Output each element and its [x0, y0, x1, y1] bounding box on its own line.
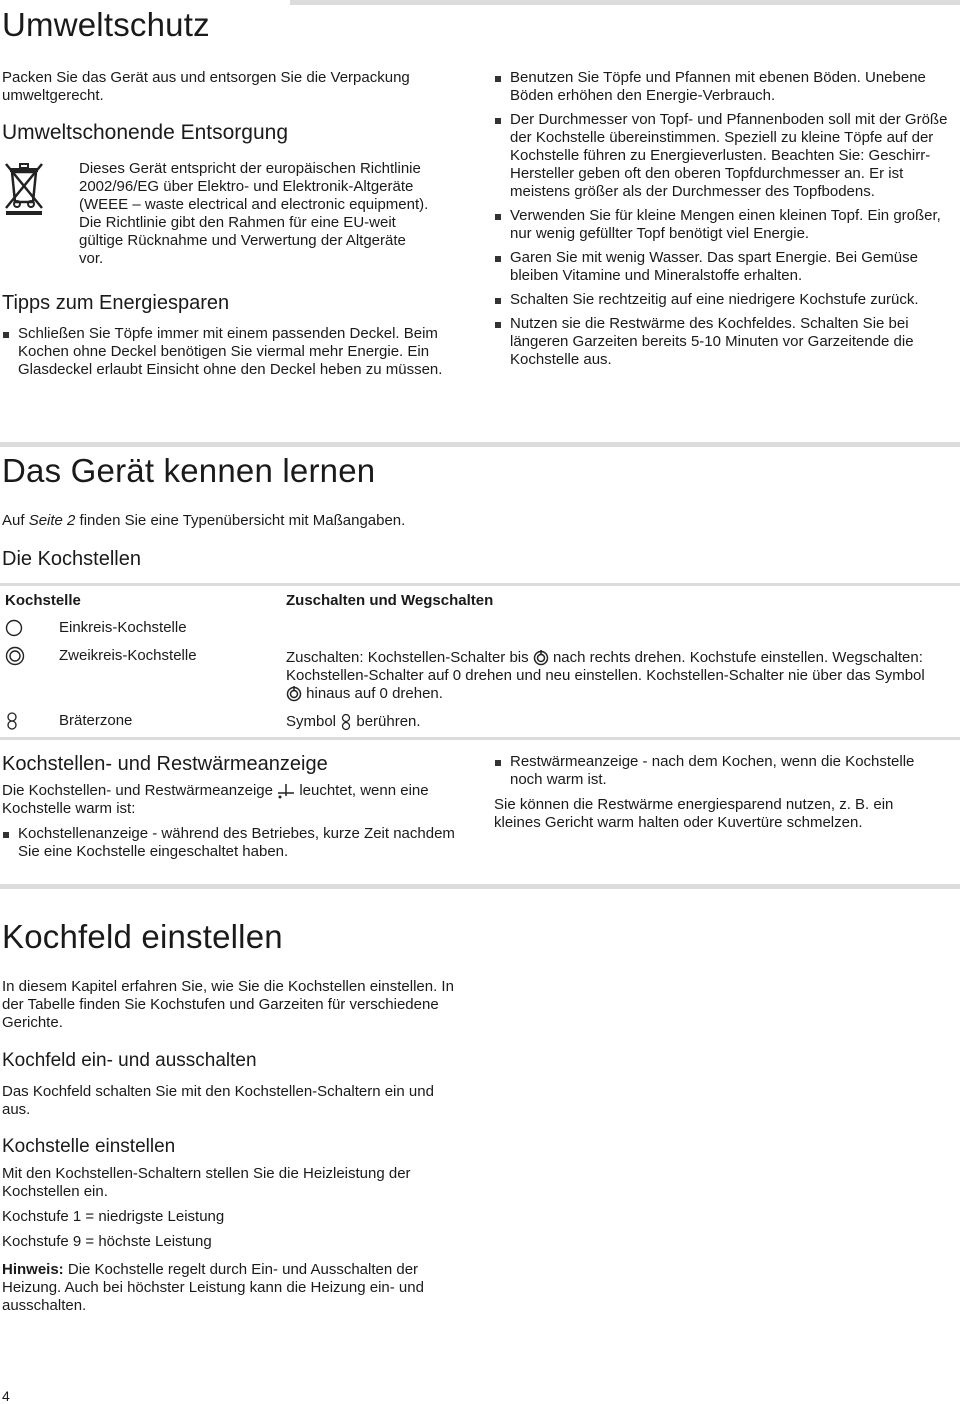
disposal-heading: Umweltschonende Entsorgung	[2, 121, 289, 144]
table-top-rule	[0, 583, 960, 586]
single-circuit-icon	[5, 619, 23, 637]
zone-setting-heading: Kochstelle einstellen	[2, 1136, 176, 1157]
energy-tips-heading: Tipps zum Energiesparen	[2, 292, 230, 314]
chapter-intro: In diesem Kapitel erfahren Sie, wie Sie die Kochstellen einstellen. In der Tabelle finden Sie Kochstufen und Garzeiten für verschiedene Gerichte.	[2, 978, 454, 1031]
list-item: Benutzen Sie Töpfe und Pfannen mit ebenen Böden. Unebene Böden erhöhen den Energie-Verbrauch.	[494, 69, 957, 105]
zones-heading: Die Kochstellen	[2, 548, 141, 570]
zone-description: Symbol berühren.	[286, 713, 421, 730]
level-min: Kochstufe 1 = niedrigste Leistung	[2, 1208, 225, 1225]
list-item: Verwenden Sie für kleine Mengen einen kleinen Topf. Ein großer, nur wenig gefüllter Topf benötigt viel Energie.	[494, 207, 957, 243]
section-title-umweltschutz: Umweltschutz	[2, 6, 210, 43]
table-bottom-rule	[0, 737, 960, 740]
list-item: Garen Sie mit wenig Wasser. Das spart Energie. Bei Gemüse bleiben Vitamine und Mineralstoffe erhalten.	[494, 249, 957, 285]
weee-bin-icon	[2, 160, 46, 216]
table-header-switch: Zuschalten und Wegschalten	[286, 592, 494, 609]
table-header-zone: Kochstelle	[5, 592, 81, 609]
residual-heat-tip: Sie können die Restwärme energiesparend nutzen, z. B. ein kleines Gericht warm halten oder Kuvertüre schmelzen.	[494, 796, 894, 831]
page-reference: Seite 2	[28, 512, 76, 529]
zone-setting-text: Mit den Kochstellen-Schaltern stellen Sie die Heizleistung der Kochstellen ein.	[2, 1165, 411, 1200]
list-item: Restwärmeanzeige - nach dem Kochen, wenn die Kochstelle noch warm ist.	[494, 753, 944, 789]
residual-heat-heading: Kochstellen- und Restwärmeanzeige	[2, 753, 328, 775]
zone-name: Bräterzone	[59, 712, 133, 729]
type-overview-text: Auf Seite 2 finden Sie eine Typenübersicht mit Maßangaben.	[2, 512, 406, 529]
zone-description: Zuschalten: Kochstellen-Schalter bis nach rechts drehen. Kochstufe einstellen. Wegschalten: Kochstellen-Schalter auf 0 drehen und neu einstellen. Kochstellen-Schalter nie über das Symbol hinaus auf 0 drehen.	[286, 649, 925, 702]
residual-heat-indicator-icon	[277, 783, 295, 799]
list-item: Der Durchmesser von Topf- und Pfannenboden soll mit der Größe der Kochstelle übereinstimmen. Speziell zu kleine Töpfe auf der Kochstelle führen zu Energieverlusten. Beachten Sie: Geschirr-Hersteller geben oft den oberen Topfdurchmesser an. Er ist meistens größer als der Durchmesser des Topfbodens.	[494, 111, 957, 201]
dual-circuit-switch-icon	[533, 650, 549, 666]
note-label: Hinweis:	[2, 1261, 64, 1278]
disposal-text: Dieses Gerät entspricht der europäischen Richtlinie 2002/96/EG über Elektro- und Elektronik-Altgeräte (WEEE – waste electrical and electronic equipment). Die Richtlinie gibt den Rahmen für eine EU-weit gültige Rücknahme und Verwertung der Altgeräte vor.	[79, 160, 429, 267]
energy-tips-left	[2, 325, 464, 379]
list-item: Schalten Sie rechtzeitig auf eine niedrigere Kochstufe zurück.	[494, 291, 957, 309]
onoff-heading: Kochfeld ein- und ausschalten	[2, 1050, 257, 1071]
roasting-zone-icon	[340, 713, 352, 731]
section-title-kochfeld: Kochfeld einstellen	[2, 918, 283, 955]
list-item: Schließen Sie Töpfe immer mit einem passenden Deckel. Beim Kochen ohne Deckel benötigen Sie viermal mehr Energie. Ein Glasdeckel erlaubt Einsicht ohne den Deckel heben zu müssen.	[2, 325, 464, 379]
section-divider	[290, 0, 960, 5]
page-number: 4	[2, 1388, 10, 1404]
onoff-text: Das Kochfeld schalten Sie mit den Kochstellen-Schaltern ein und aus.	[2, 1083, 434, 1118]
intro-text: Packen Sie das Gerät aus und entsorgen Sie die Verpackung umweltgerecht.	[2, 69, 410, 104]
zone-name: Einkreis-Kochstelle	[59, 619, 187, 636]
section-title-geraet: Das Gerät kennen lernen	[2, 452, 376, 489]
section-divider	[0, 442, 960, 447]
residual-heat-right	[494, 753, 944, 832]
dual-circuit-icon	[5, 646, 25, 666]
note-text: Hinweis: Die Kochstelle regelt durch Ein- und Ausschalten der Heizung. Auch bei höchster Leistung kann die Heizung ein- und ausschalten.	[2, 1261, 424, 1314]
dual-circuit-switch-icon	[286, 686, 302, 702]
residual-heat-left	[2, 782, 466, 861]
section-divider	[0, 884, 960, 889]
list-item: Nutzen sie die Restwärme des Kochfeldes. Schalten Sie bei längeren Garzeiten bereits 5-10 Minuten vor Garzeitende die Kochstelle aus.	[494, 315, 957, 369]
roasting-zone-icon	[5, 711, 19, 731]
list-item: Kochstellenanzeige - während des Betriebes, kurze Zeit nachdem Sie eine Kochstelle eingeschaltet haben.	[2, 825, 466, 861]
level-max: Kochstufe 9 = höchste Leistung	[2, 1233, 212, 1250]
residual-heat-text: Die Kochstellen- und Restwärmeanzeige leuchtet, wenn eine Kochstelle warm ist:	[2, 782, 429, 817]
energy-tips-right	[494, 69, 957, 369]
zone-name: Zweikreis-Kochstelle	[59, 647, 197, 664]
